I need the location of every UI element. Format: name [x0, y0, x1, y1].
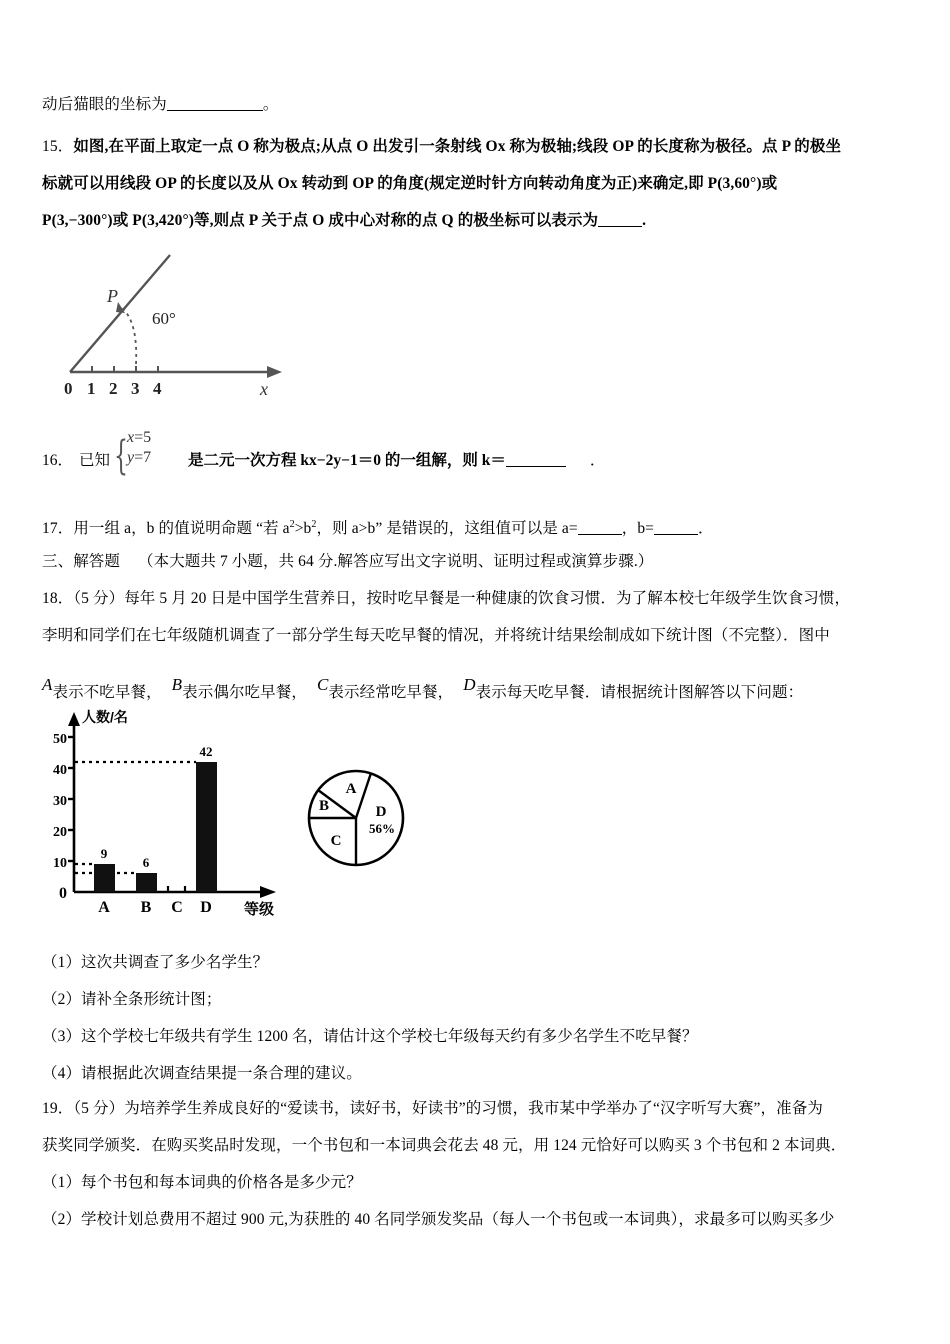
q15-line2 — [42, 165, 922, 202]
q18-line1-text: 每年 5 月 20 日是中国学生营养日，按时吃早餐是一种健康的饮食习惯．为了解本校七年级学生饮食习惯， — [124, 590, 851, 607]
tick-label-1: 1 — [87, 379, 96, 398]
q15-line1 — [42, 128, 922, 165]
charts-svg — [48, 706, 418, 928]
question-18 — [42, 580, 922, 711]
label-x-axis: x — [260, 379, 268, 399]
tick-label-0: 0 — [64, 379, 73, 398]
q19-line1-text: 为培养学生养成良好的“爱读书，读好书，好读书”的习惯，我市某中学举办了“汉字听写大赛”，准备为 — [124, 1100, 823, 1117]
pie-chart — [309, 771, 403, 865]
carryover-text-after: 。 — [262, 96, 279, 113]
label-P: P — [107, 286, 118, 306]
q18-sub-3 — [42, 1018, 922, 1055]
label-angle: 60° — [152, 309, 176, 328]
legend-desc-a: 表示不吃早餐， — [52, 684, 162, 701]
q15-line3 — [42, 202, 922, 239]
tick-label-2: 2 — [109, 379, 118, 398]
q16-number: 16． — [42, 452, 74, 469]
q18-subquestions — [42, 944, 922, 1092]
q17-exponent-1: 2 — [289, 519, 295, 530]
q18-line2-text: 李明和同学们在七年级随机调查了一部分学生每天吃早餐的情况，并将统计结果绘制成如下统计图（不完整）．图中 — [42, 627, 830, 644]
q18-legend — [42, 666, 922, 711]
q19-sub-2-text: （2）学校计划总费用不超过 900 元,为获胜的 40 名同学颁发奖品（每人一个书包或一本词典），求最多可以购买多少 — [42, 1211, 835, 1228]
q15-answer-blank[interactable] — [598, 211, 642, 227]
system-row-2 — [127, 449, 151, 467]
q19-line2-text: 获奖同学颁奖．在购买奖品时发现，一个书包和一本词典会花去 48 元，用 124 元恰好可以购买 3 个书包和 2 本词典． — [42, 1137, 847, 1154]
q16-answer-blank[interactable] — [506, 451, 566, 467]
legend-desc-b: 表示偶尔吃早餐， — [182, 684, 307, 701]
brace-glyph: { — [114, 433, 129, 479]
q17-part-b: >b — [294, 520, 312, 538]
q17-blank-b[interactable] — [654, 519, 698, 535]
q16-text-before: 已知 — [79, 452, 111, 469]
bar-chart — [53, 709, 276, 918]
statistics-charts — [48, 706, 418, 928]
q19-score: （5 分） — [73, 1100, 125, 1117]
q18-line2 — [42, 617, 922, 654]
bar-y-axis-arrow — [68, 712, 80, 726]
pie-label-D: D — [375, 804, 387, 820]
legend-symbol-a: A — [42, 675, 53, 694]
q18-score: （5 分） — [73, 590, 125, 607]
pie-divider-A-D — [356, 773, 371, 818]
x-axis-arrow — [267, 366, 282, 378]
angle-arc — [122, 308, 136, 364]
bar-chart-xlabel: 等级 — [244, 901, 275, 918]
q17-part-e: ． — [698, 520, 714, 538]
bar-B — [136, 873, 157, 892]
section-3-header — [42, 543, 653, 580]
bar-ytick-20: 20 — [53, 825, 67, 840]
bar-D — [196, 762, 217, 892]
system-row1-var: x — [127, 429, 135, 446]
q15-number: 15． — [42, 138, 74, 155]
pie-label-A: A — [345, 781, 357, 797]
q17-number: 17． — [42, 520, 74, 538]
q17-part-a: 用一组 a，b 的值说明命题 “若 a — [73, 520, 290, 538]
q19-sub-1-text: （1）每个书包和每本词典的价格各是多少元？ — [42, 1174, 362, 1191]
q19-number: 19． — [42, 1100, 74, 1117]
system-row2-var: y — [127, 449, 135, 466]
legend-desc-c: 表示经常吃早餐， — [328, 684, 454, 701]
question-19 — [42, 1090, 922, 1238]
q18-sub-3-text: （3）这个学校七年级共有学生 1200 名，请估计这个学校七年级每天约有多少名学生不吃早餐？ — [42, 1028, 698, 1045]
system-row1-eq: =5 — [134, 429, 152, 446]
bar-category-B: B — [140, 899, 152, 916]
q15-line1-text: 如图,在平面上取定一点 O 称为极点;从点 O 出发引一条射线 Ox 称为极轴;线段 OP 的长度称为极径。点 P 的极坐 — [73, 138, 842, 155]
q16-text-after: ． — [589, 452, 606, 469]
q18-sub-4-text: （4）请根据此次调查结果提一条合理的建议。 — [42, 1065, 362, 1082]
q15-figure — [52, 252, 352, 402]
q18-sub-1 — [42, 944, 922, 981]
q15-line3-text-a: P(3,−300°)或 P(3,420°)等,则点 P 关于点 O 成中心对称的点 Q 的极坐标可以表示为 — [42, 212, 599, 229]
question-15 — [42, 128, 922, 239]
q17-exponent-2: 2 — [311, 519, 317, 530]
bar-value-B: 6 — [142, 855, 150, 870]
bar-value-A: 9 — [100, 846, 108, 861]
q17-part-c: ，则 a>b” 是错误的，这组值可以是 a= — [316, 520, 578, 538]
q18-number: 18． — [42, 590, 74, 607]
q18-sub-4 — [42, 1055, 922, 1092]
polar-coordinate-diagram — [52, 252, 352, 402]
legend-symbol-c: C — [316, 675, 329, 694]
bar-ytick-0: 0 — [59, 885, 67, 902]
question-16 — [42, 429, 606, 481]
pie-label-B: B — [318, 798, 330, 814]
section-3-title: 三、解答题 — [42, 553, 121, 570]
legend-symbol-b: B — [171, 675, 183, 694]
q17-part-d: ，b= — [621, 520, 655, 538]
bar-value-D: 42 — [199, 744, 213, 759]
question-17 — [42, 506, 714, 547]
bar-category-A: A — [98, 899, 110, 916]
bar-ytick-50: 50 — [53, 732, 67, 747]
q19-sub-1 — [42, 1164, 922, 1201]
carryover-blank[interactable] — [167, 95, 263, 111]
system-row-1 — [127, 429, 151, 447]
bar-category-C: C — [171, 899, 183, 916]
legend-desc-d: 表示每天吃早餐．请根据统计图解答以下问题： — [475, 684, 804, 701]
pie-percent-D: 56% — [369, 821, 395, 836]
q18-line1 — [42, 580, 922, 617]
q19-line2 — [42, 1127, 922, 1164]
q17-blank-a[interactable] — [578, 519, 622, 535]
bar-ytick-30: 30 — [53, 794, 67, 809]
legend-symbol-d: D — [463, 675, 476, 694]
q19-sub-2 — [42, 1201, 922, 1238]
bar-ytick-10: 10 — [53, 856, 67, 871]
q18-sub-1-text: （1）这次共调查了多少名学生？ — [42, 954, 269, 971]
bar-x-axis-arrow — [260, 886, 276, 898]
pie-label-C: C — [330, 833, 342, 849]
q19-line1 — [42, 1090, 922, 1127]
q15-line3-text-b: . — [642, 212, 647, 229]
carryover-text-before: 动后猫眼的坐标为 — [42, 96, 167, 113]
tick-label-4: 4 — [153, 379, 162, 398]
tick-label-3: 3 — [131, 379, 140, 398]
bar-category-D: D — [200, 899, 212, 916]
q18-sub-2-text: （2）请补全条形统计图； — [42, 991, 222, 1008]
system-row2-eq: =7 — [134, 449, 152, 466]
q18-sub-2 — [42, 981, 922, 1018]
bar-ytick-40: 40 — [53, 763, 67, 778]
q15-line2-text: 标就可以用线段 OP 的长度以及从 Ox 转动到 OP 的角度(规定逆时针方向转动角度为正)来确定,即 P(3,60°)或 — [42, 175, 778, 192]
bar-A — [94, 864, 115, 892]
q16-text-mid: 是二元一次方程 kx−2y−1＝0 的一组解，则 k＝ — [188, 452, 506, 469]
q16-equation-system — [114, 429, 186, 481]
section-3-detail: （本大题共 7 小题，共 64 分.解答应写出文字说明、证明过程或演算步骤.） — [138, 553, 654, 570]
bar-chart-ylabel: 人数/名 — [82, 709, 128, 725]
carryover-line — [42, 86, 278, 123]
